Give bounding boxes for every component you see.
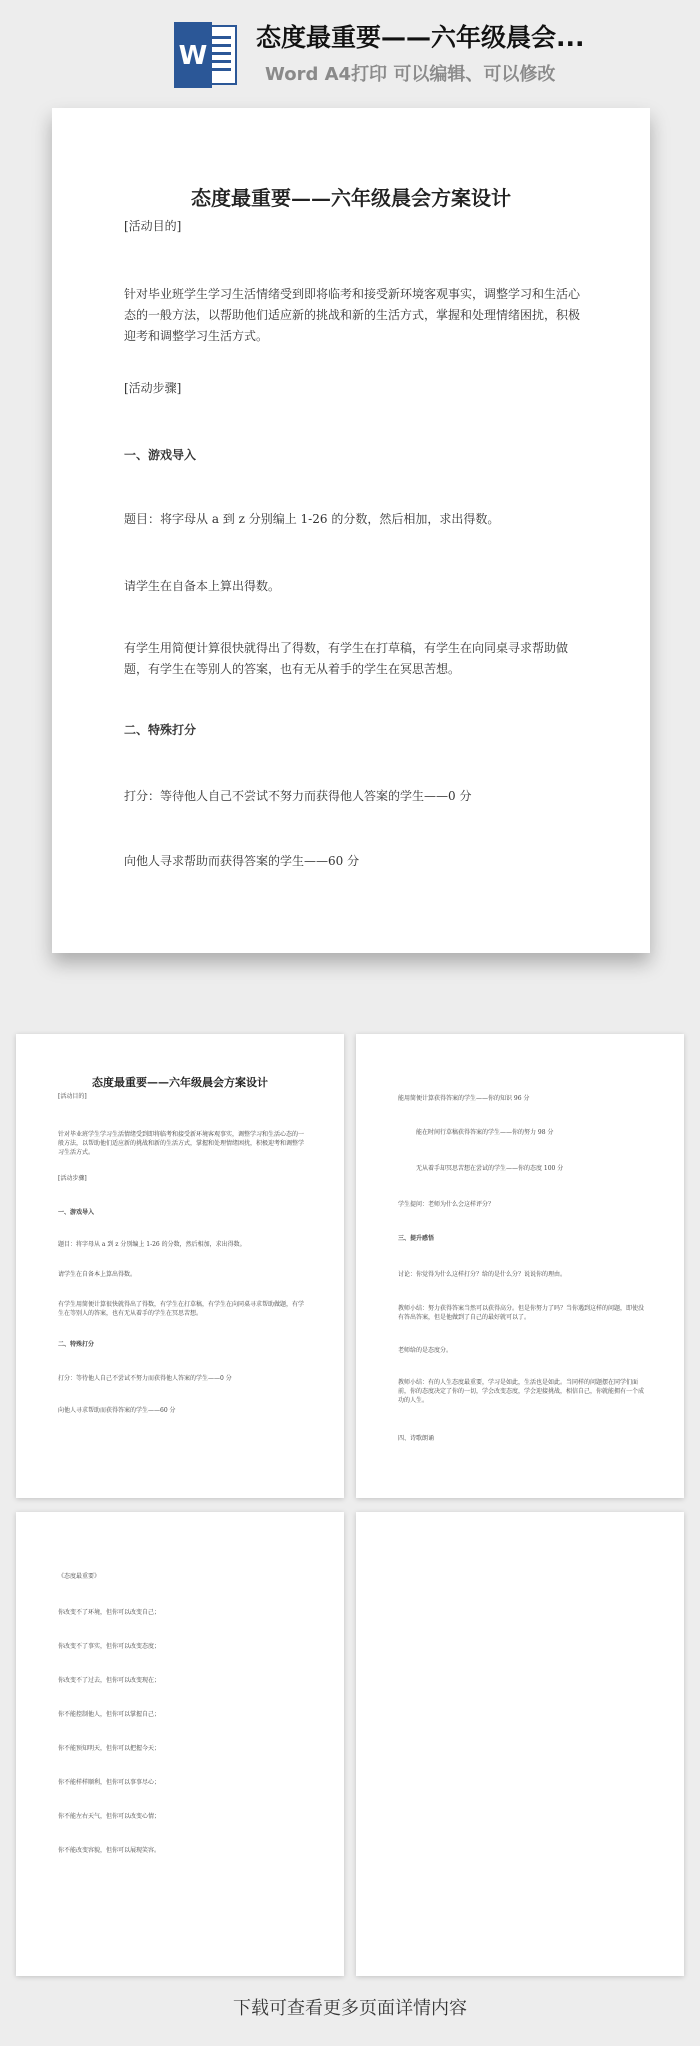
- thumb-line: 老师给的是态度分。: [398, 1347, 453, 1354]
- paragraph-score-zero: 打分：等待他人自己不尝试不努力而获得他人答案的学生——0 分: [124, 789, 472, 803]
- thumb-line: 你不能控制他人，但你可以掌握自己；: [58, 1711, 161, 1718]
- thumb-line: 学生提问：老师为什么会这样评分？: [398, 1201, 495, 1208]
- page-thumbnail-3: [16, 1512, 344, 1976]
- paragraph-question: 题目：将字母从 a 到 z 分别编上 1-26 的分数，然后相加，求出得数。: [124, 512, 500, 526]
- paragraph-purpose-label: [活动目的]: [124, 219, 182, 233]
- thumb-line: 一、游戏导入: [58, 1209, 95, 1216]
- thumb-line: 你不能样样顺利，但你可以事事尽心；: [58, 1779, 161, 1786]
- paragraph-score-sixty: 向他人寻求帮助而获得答案的学生——60 分: [124, 854, 360, 868]
- thumb-line: 你改变不了环境，但你可以改变自己；: [58, 1609, 161, 1616]
- thumb-line: 针对毕业班学生学习生活情绪受到即将临考和接受新环境客观事实，调整学习和生活心态的一般方法，以帮助他们适应新的挑战和新的生活方式，掌握和处理情绪困扰，积极迎考和调整学习生活方式。: [58, 1131, 305, 1156]
- page-thumbnail-1: [16, 1034, 344, 1498]
- thumb-line: 你改变不了事实，但你可以改变态度；: [58, 1643, 161, 1650]
- page-title: 态度最重要——六年级晨会...: [256, 23, 585, 52]
- document-title: 态度最重要——六年级晨会方案设计: [191, 186, 511, 210]
- thumb-line: 请学生在自备本上算出得数。: [58, 1271, 137, 1278]
- document-preview-page: [52, 108, 650, 953]
- thumb-line: 你不能左右天气，但你可以改变心情；: [58, 1813, 161, 1820]
- thumb-line: 你改变不了过去，但你可以改变现在；: [58, 1677, 161, 1684]
- thumb-line: 教师小结：努力获得答案当然可以获得高分。但是你努力了吗？当你遇到这样的问题，即使没有答出答案，但是他做到了自己的最好就可以了。: [398, 1305, 645, 1321]
- paragraph-steps-label: [活动步骤]: [124, 381, 182, 395]
- more-pages-link[interactable]: 下载可查看更多页面详情内容: [233, 1998, 467, 2019]
- thumb-title: 态度最重要——六年级晨会方案设计: [92, 1076, 268, 1089]
- paragraph-instruction: 请学生在自备本上算出得数。: [124, 579, 281, 593]
- paragraph-purpose: 针对毕业班学生学习生活情绪受到即将临考和接受新环境客观事实，调整学习和生活心态的一般方法，以帮助他们适应新的挑战和新的生活方式，掌握和处理情绪困扰，积极迎考和调整学习生活方式。: [124, 287, 581, 343]
- thumb-line: 打分：等待他人自己不尝试不努力而获得他人答案的学生——0 分: [58, 1375, 232, 1382]
- thumb-line: [活动目的]: [58, 1093, 87, 1100]
- page-thumbnail-2: [356, 1034, 684, 1498]
- header: [0, 0, 700, 100]
- thumb-line: 三、提升感悟: [398, 1235, 435, 1242]
- thumb-line: 向他人寻求帮助而获得答案的学生——60 分: [58, 1407, 176, 1414]
- section-heading-game: 一、游戏导入: [124, 448, 197, 462]
- thumb-line: 二、特殊打分: [58, 1341, 95, 1348]
- thumb-line: 无从着手却冥思苦想在尝试的学生——你的态度 100 分: [416, 1165, 564, 1172]
- thumb-line: 题目：将字母从 a 到 z 分别编上 1-26 的分数，然后相加，求出得数。: [58, 1241, 246, 1248]
- thumb-line: 《态度最重要》: [58, 1573, 101, 1580]
- thumb-line: 你不能改变容貌，但你可以展现笑容。: [58, 1847, 161, 1854]
- thumb-line: 教师小结：有的人生态度最重要，学习是如此，生活也是如此。当同样的问题摆在同学们面前，你的态度决定了你的一切，学会改变态度，学会迎接挑战，相信自己，你就能拥有一个成功的人生。: [398, 1379, 645, 1404]
- thumb-line: 能在时间行草稿获得答案的学生——你的努力 98 分: [416, 1129, 554, 1136]
- page-thumbnail-4: [356, 1512, 684, 1976]
- thumb-line: [活动步骤]: [58, 1175, 87, 1182]
- thumb-line: 你不能预知明天，但你可以把握今天；: [58, 1745, 161, 1752]
- section-heading-scoring: 二、特殊打分: [124, 723, 197, 737]
- thumb-line: 能用简便计算获得答案的学生——你的知识 96 分: [398, 1095, 530, 1102]
- thumb-line: 讨论：你觉得为什么这样打分？给的是什么分？说说你的理由。: [398, 1271, 567, 1278]
- thumb-line: 有学生用简便计算很快就得出了得数，有学生在打草稿，有学生在向同桌寻求帮助做题，有学生在等别人的答案，也有无从着手的学生在冥思苦想。: [58, 1301, 305, 1317]
- thumb-line: 四、诗歌朗诵: [398, 1435, 435, 1442]
- word-document-icon: [174, 22, 238, 88]
- word-icon-letter: W: [178, 41, 208, 71]
- paragraph-observation: 有学生用简便计算很快就得出了得数，有学生在打草稿，有学生在向同桌寻求帮助做题，有学生在等别人的答案，也有无从着手的学生在冥思苦想。: [124, 641, 569, 676]
- page-subtitle: Word A4打印 可以编辑、可以修改: [265, 64, 556, 85]
